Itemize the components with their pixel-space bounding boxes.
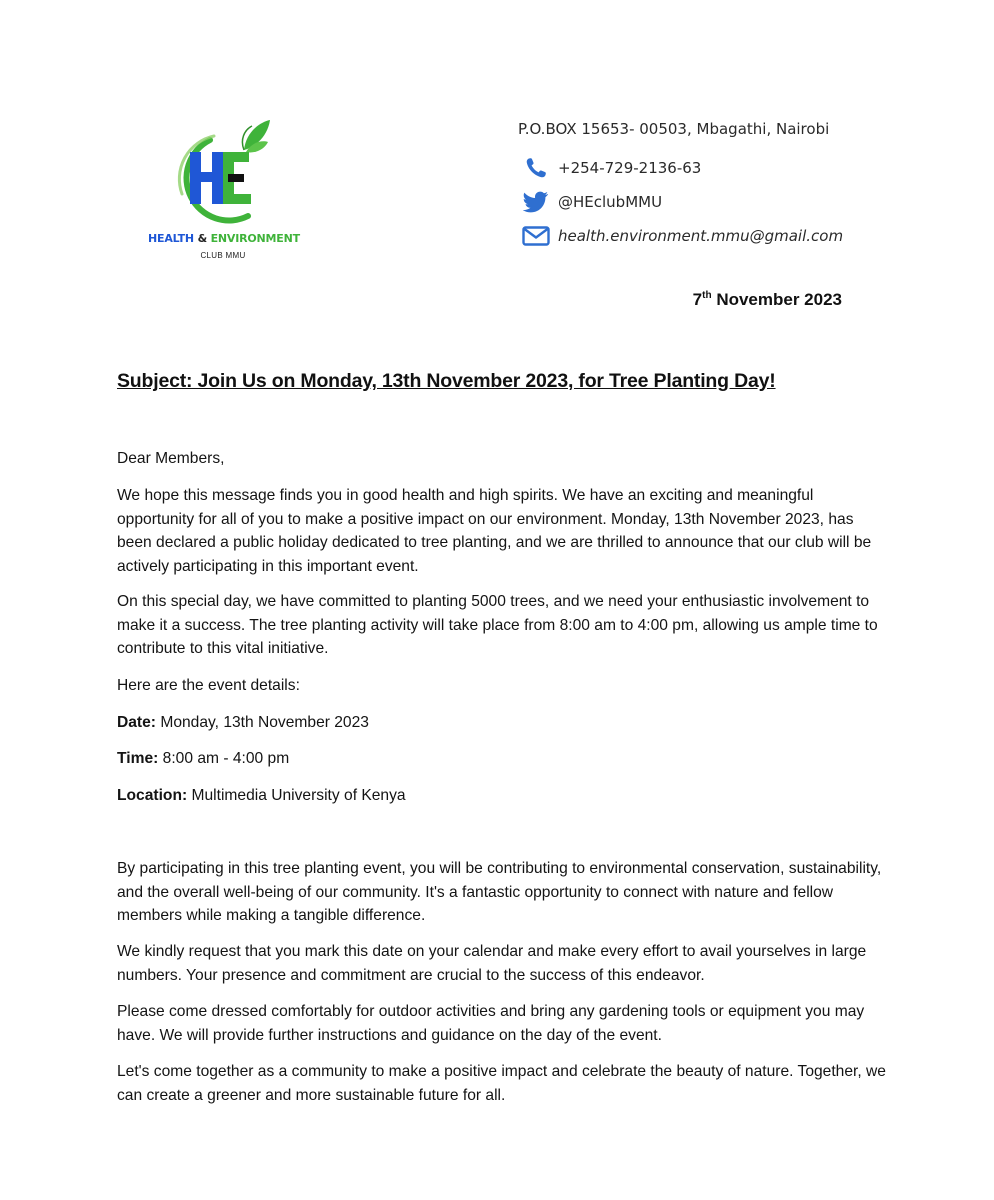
paragraph-closing: Let's come together as a community to make a positive impact and celebrate the beauty of nature. Together, we can create a greener and more sustainable future for all. bbox=[117, 1063, 886, 1104]
phone-row bbox=[522, 156, 701, 180]
detail-date: Date: Monday, 13th November 2023 bbox=[117, 714, 369, 731]
club-logo bbox=[148, 112, 298, 272]
paragraph-preparation: Please come dressed comfortably for outdoor activities and bring any gardening tools or equipment you may have. We will provide further instructions and guidance on the day of the event. bbox=[117, 1003, 865, 1044]
logo-subtitle: CLUB MMU bbox=[200, 251, 246, 260]
twitter-bird-icon bbox=[522, 190, 550, 214]
paragraph-request: We kindly request that you mark this date on your calendar and make every effort to avail yourselves in large numbers. Your presence and commitment are crucial to the success of this endeavor. bbox=[117, 943, 867, 984]
detail-location: Location: Multimedia University of Kenya bbox=[117, 787, 406, 804]
paragraph-benefits: By participating in this tree planting event, you will be contributing to environmental conservation, sustainability, and the overall well-being of our community. It's a fantastic opportunity to connect with nature and fellow members while making a tangible difference. bbox=[117, 860, 882, 925]
paragraph-details-intro: Here are the event details: bbox=[117, 677, 300, 694]
logo-club-name: HEALTH & ENVIRONMENT bbox=[148, 232, 300, 245]
paragraph-intro: We hope this message finds you in good health and high spirits. We have an exciting and meaningful opportunity for all of you to make a positive impact on our environment. Monday, 13th November 2023, has been declared a public holiday dedicated to tree planting, and we are thrilled to announce that our club will be actively participating in this important event. bbox=[117, 487, 872, 575]
phone-number: +254-729-2136-63 bbox=[558, 159, 702, 177]
paragraph-commitment: On this special day, we have committed to planting 5000 trees, and we need your enthusiastic involvement to make it a success. The tree planting activity will take place from 8:00 am to 4:00 pm, allowing us ample time to contribute to this vital initiative. bbox=[117, 593, 878, 658]
twitter-row bbox=[522, 190, 662, 214]
email-address: health.environment.mmu@gmail.com bbox=[558, 227, 844, 245]
postal-address: P.O.BOX 15653- 00503, Mbagathi, Nairobi bbox=[518, 120, 830, 138]
email-row bbox=[522, 224, 843, 248]
letter-date: 7th November 2023 bbox=[692, 290, 842, 309]
detail-time: Time: 8:00 am - 4:00 pm bbox=[117, 750, 290, 767]
logo-emblem-icon bbox=[148, 112, 298, 230]
phone-icon bbox=[522, 156, 550, 180]
twitter-handle: @HEclubMMU bbox=[558, 193, 663, 211]
letter-subject: Subject: Join Us on Monday, 13th November 2023, for Tree Planting Day! bbox=[117, 370, 776, 392]
mail-envelope-icon bbox=[522, 224, 550, 248]
salutation: Dear Members, bbox=[117, 450, 225, 467]
